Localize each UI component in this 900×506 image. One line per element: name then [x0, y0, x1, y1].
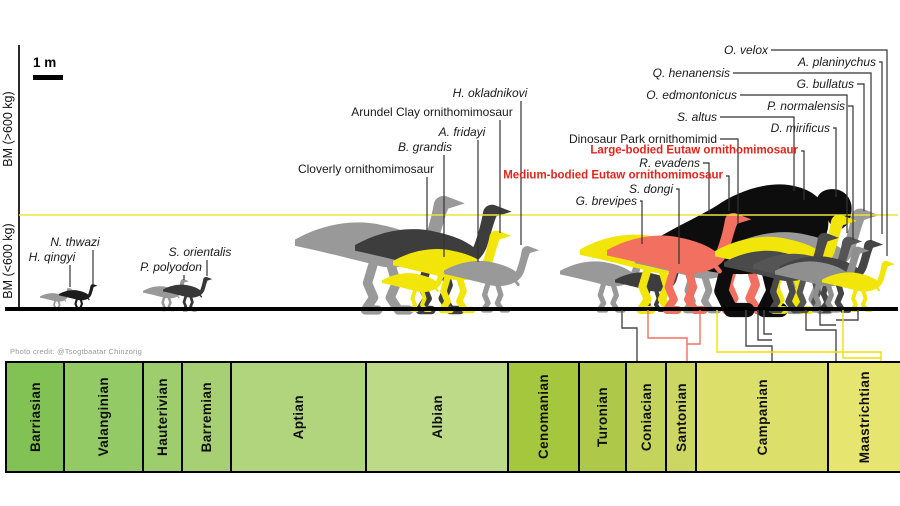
stage-label: Hauterivian — [155, 378, 170, 456]
taxon-label-h-okladnikovi: H. okladnikovi — [452, 86, 528, 100]
taxon-label-a-planinychus: A. planinychus — [797, 55, 876, 69]
taxon-label-p-normalensis: P. normalensis — [767, 99, 845, 113]
connector-line — [687, 310, 700, 344]
taxon-label-s-orientalis: S. orientalis — [168, 245, 232, 259]
axis-label-upper: BM (>600 kg) — [1, 91, 15, 167]
stage-cell-hauterivian — [144, 363, 183, 471]
stage-cell-valanginian — [65, 363, 144, 471]
stage-label: Turonian — [595, 387, 610, 447]
stage-cell-cenomanian — [509, 363, 580, 471]
stage-label: Albian — [429, 395, 445, 439]
axis-label-lower: BM (<600 kg) — [1, 223, 15, 299]
stage-cell-turonian — [580, 363, 627, 471]
leader-line — [833, 128, 836, 197]
taxon-label-g-bullatus: G. bullatus — [796, 77, 854, 91]
stage-label: Valanginian — [96, 377, 111, 457]
taxon-label-b-grandis: B. grandis — [397, 140, 453, 154]
leader-line — [857, 84, 864, 211]
stage-label: Maastrichtian — [857, 370, 872, 464]
geologic-stage-row — [5, 361, 900, 473]
photo-credit: Photo credit: @Tsogtbaatar Chinzorig — [10, 347, 142, 356]
taxon-label-d-mirificus: D. mirificus — [770, 121, 830, 135]
taxon-label-g-brevipes: G. brevipes — [575, 194, 637, 208]
stage-label: Aptian — [291, 394, 306, 440]
stage-label: Barriasian — [27, 381, 43, 453]
stage-cell-barriasian — [7, 363, 65, 471]
taxon-label-large-bodied-eutaw-ornithomimosaur: Large-bodied Eutaw ornithomimosaur — [590, 144, 798, 157]
taxon-label-o-velox: O. velox — [723, 43, 768, 57]
stage-label: Barremian — [199, 381, 214, 453]
stage-cell-barremian — [183, 363, 232, 471]
taxon-label-q-henanensis: Q. henanensis — [652, 66, 730, 80]
stage-label: Campanian — [754, 378, 770, 456]
stage-label: Coniacian — [638, 382, 654, 452]
taxon-label-h-qingyi: H. qingyi — [28, 250, 76, 264]
taxon-label-s-dongi: S. dongi — [628, 182, 673, 196]
connector-line — [843, 310, 881, 358]
stage-cell-maastrichtian — [829, 363, 900, 471]
taxon-label-s-altus: S. altus — [676, 110, 717, 124]
taxon-label-arundel-clay-ornithomimosaur: Arundel Clay ornithomimosaur — [351, 105, 513, 119]
taxon-label-p-polyodon: P. polyodon — [140, 260, 202, 274]
stage-cell-aptian — [232, 363, 367, 471]
stage-cell-santonian — [667, 363, 697, 471]
stage-label: Santonian — [673, 382, 689, 452]
leader-line — [879, 62, 882, 234]
stage-cell-coniacian — [627, 363, 667, 471]
taxon-label-a-fridayi: A. fridayi — [438, 125, 486, 139]
taxon-label-cloverly-ornithomimosaur: Cloverly ornithomimosaur — [297, 162, 435, 176]
taxon-label-medium-bodied-eutaw-ornithomimosaur: Medium-bodied Eutaw ornithomimosaur — [503, 169, 723, 182]
scale-bar-label: 1 m — [33, 55, 57, 70]
taxon-label-r-evadens: R. evadens — [639, 156, 700, 170]
scale-bar — [33, 75, 63, 80]
stage-cell-albian — [367, 363, 509, 471]
stage-cell-campanian — [697, 363, 829, 471]
stage-label: Cenomanian — [536, 374, 551, 460]
taxon-label-dinosaur-park-ornithomimid: Dinosaur Park ornithomimid — [568, 132, 717, 146]
taxon-label-n-thwazi: N. thwazi — [50, 235, 100, 249]
taxon-label-o-edmontonicus: O. edmontonicus — [646, 88, 737, 102]
